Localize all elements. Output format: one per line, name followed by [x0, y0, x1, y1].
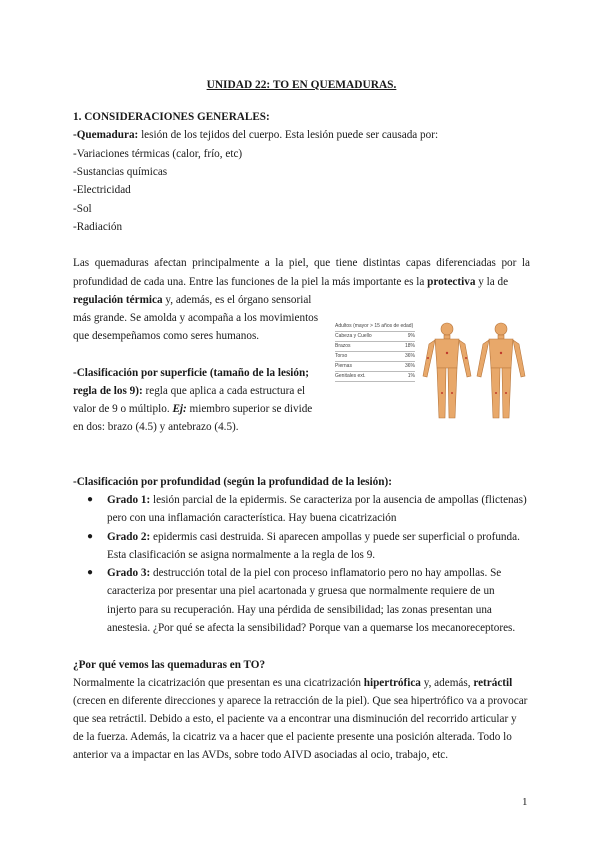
paragraph-line: anterior va a impactar en las AVDs, sobre todo AIVD asociadas al ocio, trabajo, etc. [73, 749, 449, 761]
rule-of-nines-table [335, 322, 415, 382]
cause-item: -Sustancias químicas [73, 166, 168, 178]
paragraph-line: de la fuerza. Además, la cicatriz va a hacer que el paciente presente una posición alterada. Todo lo [73, 731, 512, 743]
classification-surface: valor de 9 o múltiplo. Ej: miembro superior se divide [73, 403, 313, 415]
page-title: UNIDAD 22: TO EN QUEMADURAS. [206, 79, 397, 91]
page-number: 1 [522, 796, 528, 808]
classification-depth: -Clasificación por profundidad (según la profundidad de la lesión): [73, 476, 392, 488]
quemadura-definition: -Quemadura: lesión de los tejidos del cuerpo. Esta lesión puede ser causada por: [73, 129, 439, 141]
paragraph-line: (crecen en diferente direcciones y aparece la retracción de la piel). Que sea hipertrófico va a provocar [73, 695, 528, 707]
bullet-icon: ● [87, 567, 94, 578]
bullet-icon: ● [87, 531, 94, 542]
classification-surface: -Clasificación por superficie (tamaño de la lesión; [73, 367, 309, 379]
paragraph-line: que desempeñamos como seres humanos. [73, 330, 260, 342]
paragraph-line: profundidad de cada una. Entre las funciones de la piel la más importante es la protectiva y la de [73, 276, 509, 288]
bullet-icon: ● [87, 494, 94, 505]
paragraph-line: más grande. Se amolda y acompaña a los movimientos [73, 312, 319, 324]
body-diagram-icon [419, 318, 531, 428]
table-row: Torso 36% [335, 352, 415, 362]
table-row: Piernas 36% [335, 362, 415, 372]
paragraph-line: regulación térmica y, además, es el órgano sensorial [73, 294, 312, 306]
table-row: Adultos (mayor > 15 años de edad) [335, 322, 415, 332]
cause-item: -Sol [73, 203, 92, 215]
classification-surface: regla de los 9): regla que aplica a cada estructura el [73, 385, 306, 397]
section-heading: 1. CONSIDERACIONES GENERALES: [73, 111, 270, 123]
paragraph-line: que sea retráctil. Debido a esto, el paciente va a encontrar una disminución del recorrido articular y [73, 713, 517, 725]
to-heading: ¿Por qué vemos las quemaduras en TO? [73, 659, 266, 671]
cause-item: -Variaciones térmicas (calor, frío, etc) [73, 148, 243, 160]
table-row: Brazos 18% [335, 342, 415, 352]
cause-item: -Radiación [73, 221, 123, 233]
table-row: Cabeza y Cuello 9% [335, 332, 415, 342]
cause-item: -Electricidad [73, 184, 131, 196]
table-row: Genitales ext. 1% [335, 372, 415, 382]
paragraph-line: Las quemaduras afectan principalmente a la piel, que tiene distintas capas diferenciadas por la [73, 257, 530, 269]
paragraph-line: Normalmente la cicatrización que presentan es una cicatrización hipertrófica y, además, retráctil [73, 677, 513, 689]
classification-surface: en dos: brazo (4.5) y antebrazo (4.5). [73, 421, 239, 433]
rule-of-nines-figure [335, 318, 531, 428]
